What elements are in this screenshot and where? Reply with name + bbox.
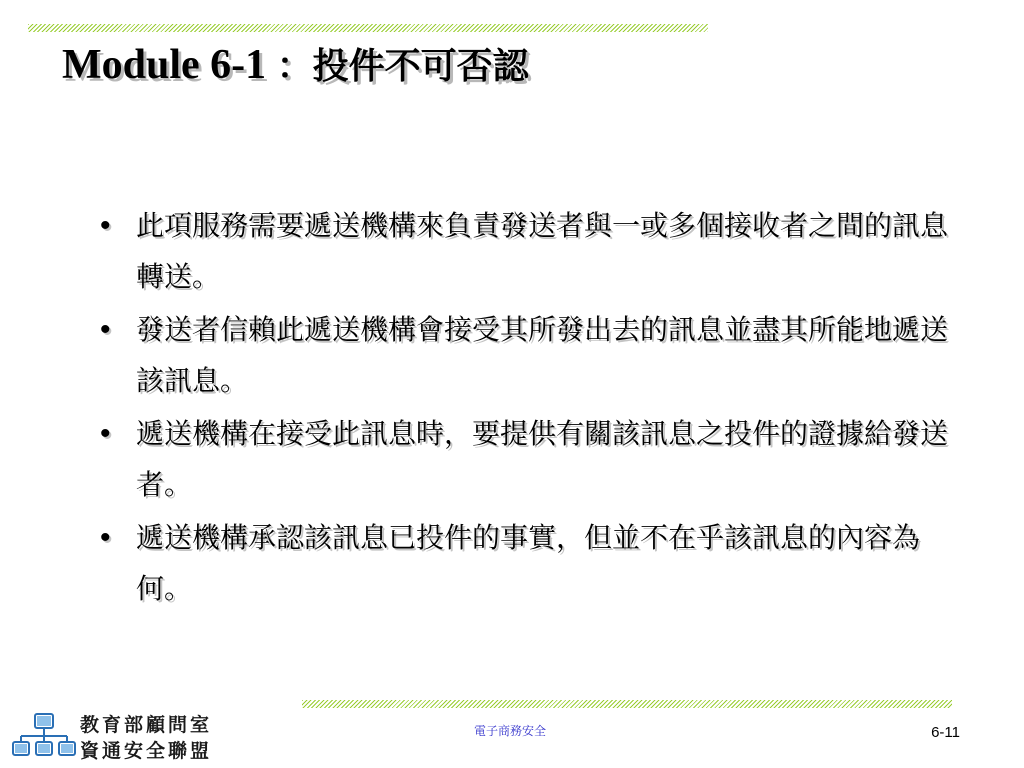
bullet-text: 遞送機構承認該訊息已投件的事實，但並不在乎該訊息的內容為何。 <box>136 521 921 605</box>
bullet-item <box>96 512 956 614</box>
bullet-text: 此項服務需要遞送機構來負責發送者與一或多個接收者之間的訊息轉送。 <box>136 209 949 293</box>
bullet-item <box>96 304 956 406</box>
bullet-dot: • <box>100 209 111 242</box>
network-tree-icon <box>12 712 76 760</box>
slide-title <box>62 38 529 89</box>
page-number: 6-11 <box>931 724 960 741</box>
slide-title-english: Module 6-1 <box>62 42 277 88</box>
top-decorative-stripe <box>28 24 708 32</box>
logo-text-line2: 資通安全聯盟 <box>80 740 213 762</box>
bullet-dot: • <box>100 417 111 450</box>
bullet-text: 發送者信賴此遞送機構會接受其所發出去的訊息並盡其所能地遞送該訊息。 <box>136 313 949 397</box>
bottom-decorative-stripe <box>302 700 952 708</box>
bullet-dot: • <box>100 521 111 554</box>
slide-title-chinese: ：投件不可否認 <box>276 45 529 87</box>
bullet-text: 遞送機構在接受此訊息時，要提供有關該訊息之投件的證據給發送者。 <box>136 417 949 501</box>
logo-text-line1: 教育部顧問室 <box>80 714 213 736</box>
bullet-list <box>96 200 956 616</box>
organization-logo <box>12 706 227 762</box>
bullet-dot: • <box>100 313 111 346</box>
bullet-item <box>96 408 956 510</box>
bullet-item <box>96 200 956 302</box>
footer-course-title: 電子商務安全 <box>473 724 546 738</box>
